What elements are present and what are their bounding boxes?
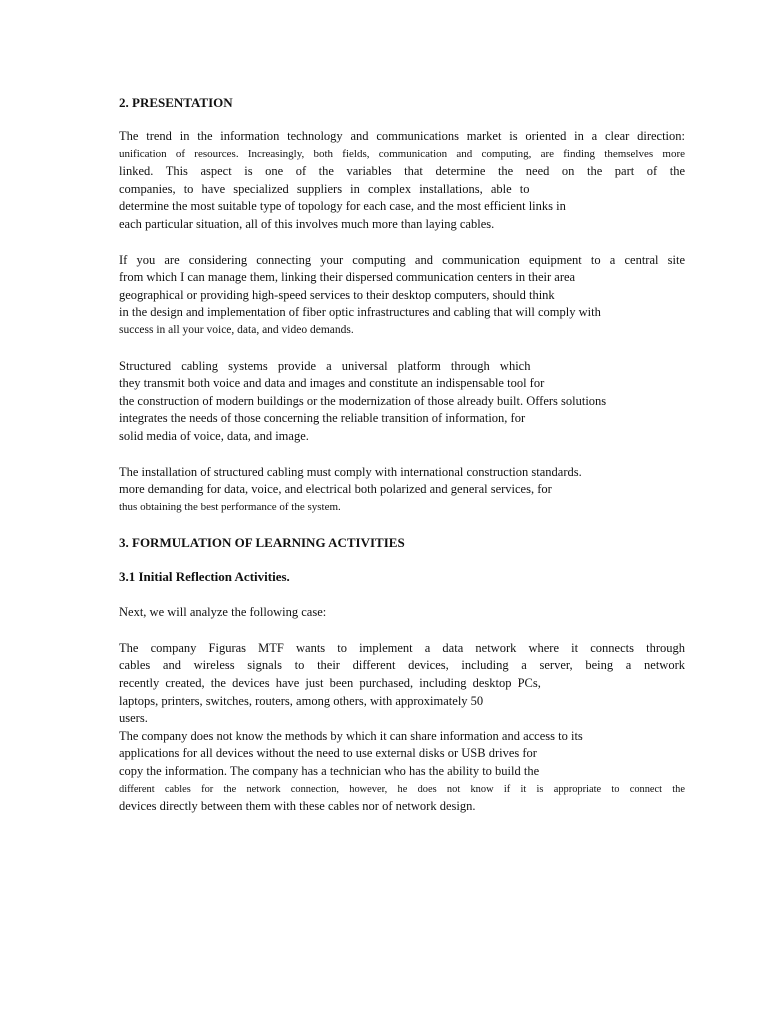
text-line: the construction of modern buildings or the modernization of those already built. Offers solutions bbox=[119, 393, 607, 408]
text-line: each particular situation, all of this involves much more than laying cables. bbox=[119, 216, 495, 231]
text-line: success in all your voice, data, and video demands. bbox=[119, 323, 354, 336]
paragraph bbox=[119, 128, 685, 234]
text-line: integrates the needs of those concerning the reliable transition of information, for bbox=[119, 411, 526, 426]
text-line: recently created, the devices have just been purchased, including desktop PCs, bbox=[119, 676, 541, 691]
text-line: users. bbox=[119, 711, 148, 726]
text-line: more demanding for data, voice, and electrical both polarized and general services, for bbox=[119, 482, 552, 497]
text-line: linked. This aspect is one of the variables that determine the need on the part of the bbox=[119, 164, 685, 179]
section-heading-presentation: 2. PRESENTATION bbox=[119, 95, 233, 110]
paragraph bbox=[119, 358, 685, 446]
intro-text bbox=[119, 604, 685, 622]
text-line: copy the information. The company has a technician who has the ability to build the bbox=[119, 764, 540, 779]
section-heading-formulation: 3. FORMULATION OF LEARNING ACTIVITIES bbox=[119, 535, 405, 551]
text-line: Structured cabling systems provide a universal platform through which bbox=[119, 358, 531, 373]
text-line: cables and wireless signals to their different devices, including a server, being a network bbox=[119, 658, 685, 673]
text-line: determine the most suitable type of topology for each case, and the most efficient links in bbox=[119, 199, 566, 214]
text-line: solid media of voice, data, and image. bbox=[119, 428, 309, 443]
paragraph bbox=[119, 252, 685, 340]
text-line: geographical or providing high-speed services to their desktop computers, should think bbox=[119, 287, 555, 302]
text-line: The installation of structured cabling must comply with international construction standards. bbox=[119, 464, 582, 479]
text-line: thus obtaining the best performance of the system. bbox=[119, 500, 341, 513]
text-line: applications for all devices without the need to use external disks or USB drives for bbox=[119, 746, 537, 761]
paragraph bbox=[119, 464, 685, 517]
text-line: unification of resources. Increasingly, both fields, communication and computing, are finding themselves more bbox=[119, 147, 685, 160]
text-line: devices directly between them with these cables nor of network design. bbox=[119, 799, 476, 814]
text-line: companies, to have specialized suppliers in complex installations, able to bbox=[119, 181, 530, 196]
text-line: laptops, printers, switches, routers, among others, with approximately 50 bbox=[119, 693, 484, 708]
text-line: in the design and implementation of fiber optic infrastructures and cabling that will comply with bbox=[119, 305, 601, 320]
text-line: from which I can manage them, linking their dispersed communication centers in their area bbox=[119, 270, 576, 285]
paragraph bbox=[119, 640, 685, 816]
page-content bbox=[119, 94, 685, 834]
subsection-heading: 3.1 Initial Reflection Activities. bbox=[119, 569, 290, 585]
text-line: The company does not know the methods by which it can share information and access to its bbox=[119, 728, 583, 743]
text-line: Next, we will analyze the following case: bbox=[119, 605, 327, 620]
text-line: they transmit both voice and data and images and constitute an indispensable tool for bbox=[119, 376, 545, 391]
text-line: The trend in the information technology and communications market is oriented in a clear direction: bbox=[119, 129, 685, 143]
text-line: If you are considering connecting your computing and communication equipment to a central site bbox=[119, 252, 685, 267]
text-line: different cables for the network connection, however, he does not know if it is appropriate to connect the bbox=[119, 783, 685, 795]
text-line: The company Figuras MTF wants to implement a data network where it connects through bbox=[119, 640, 685, 655]
